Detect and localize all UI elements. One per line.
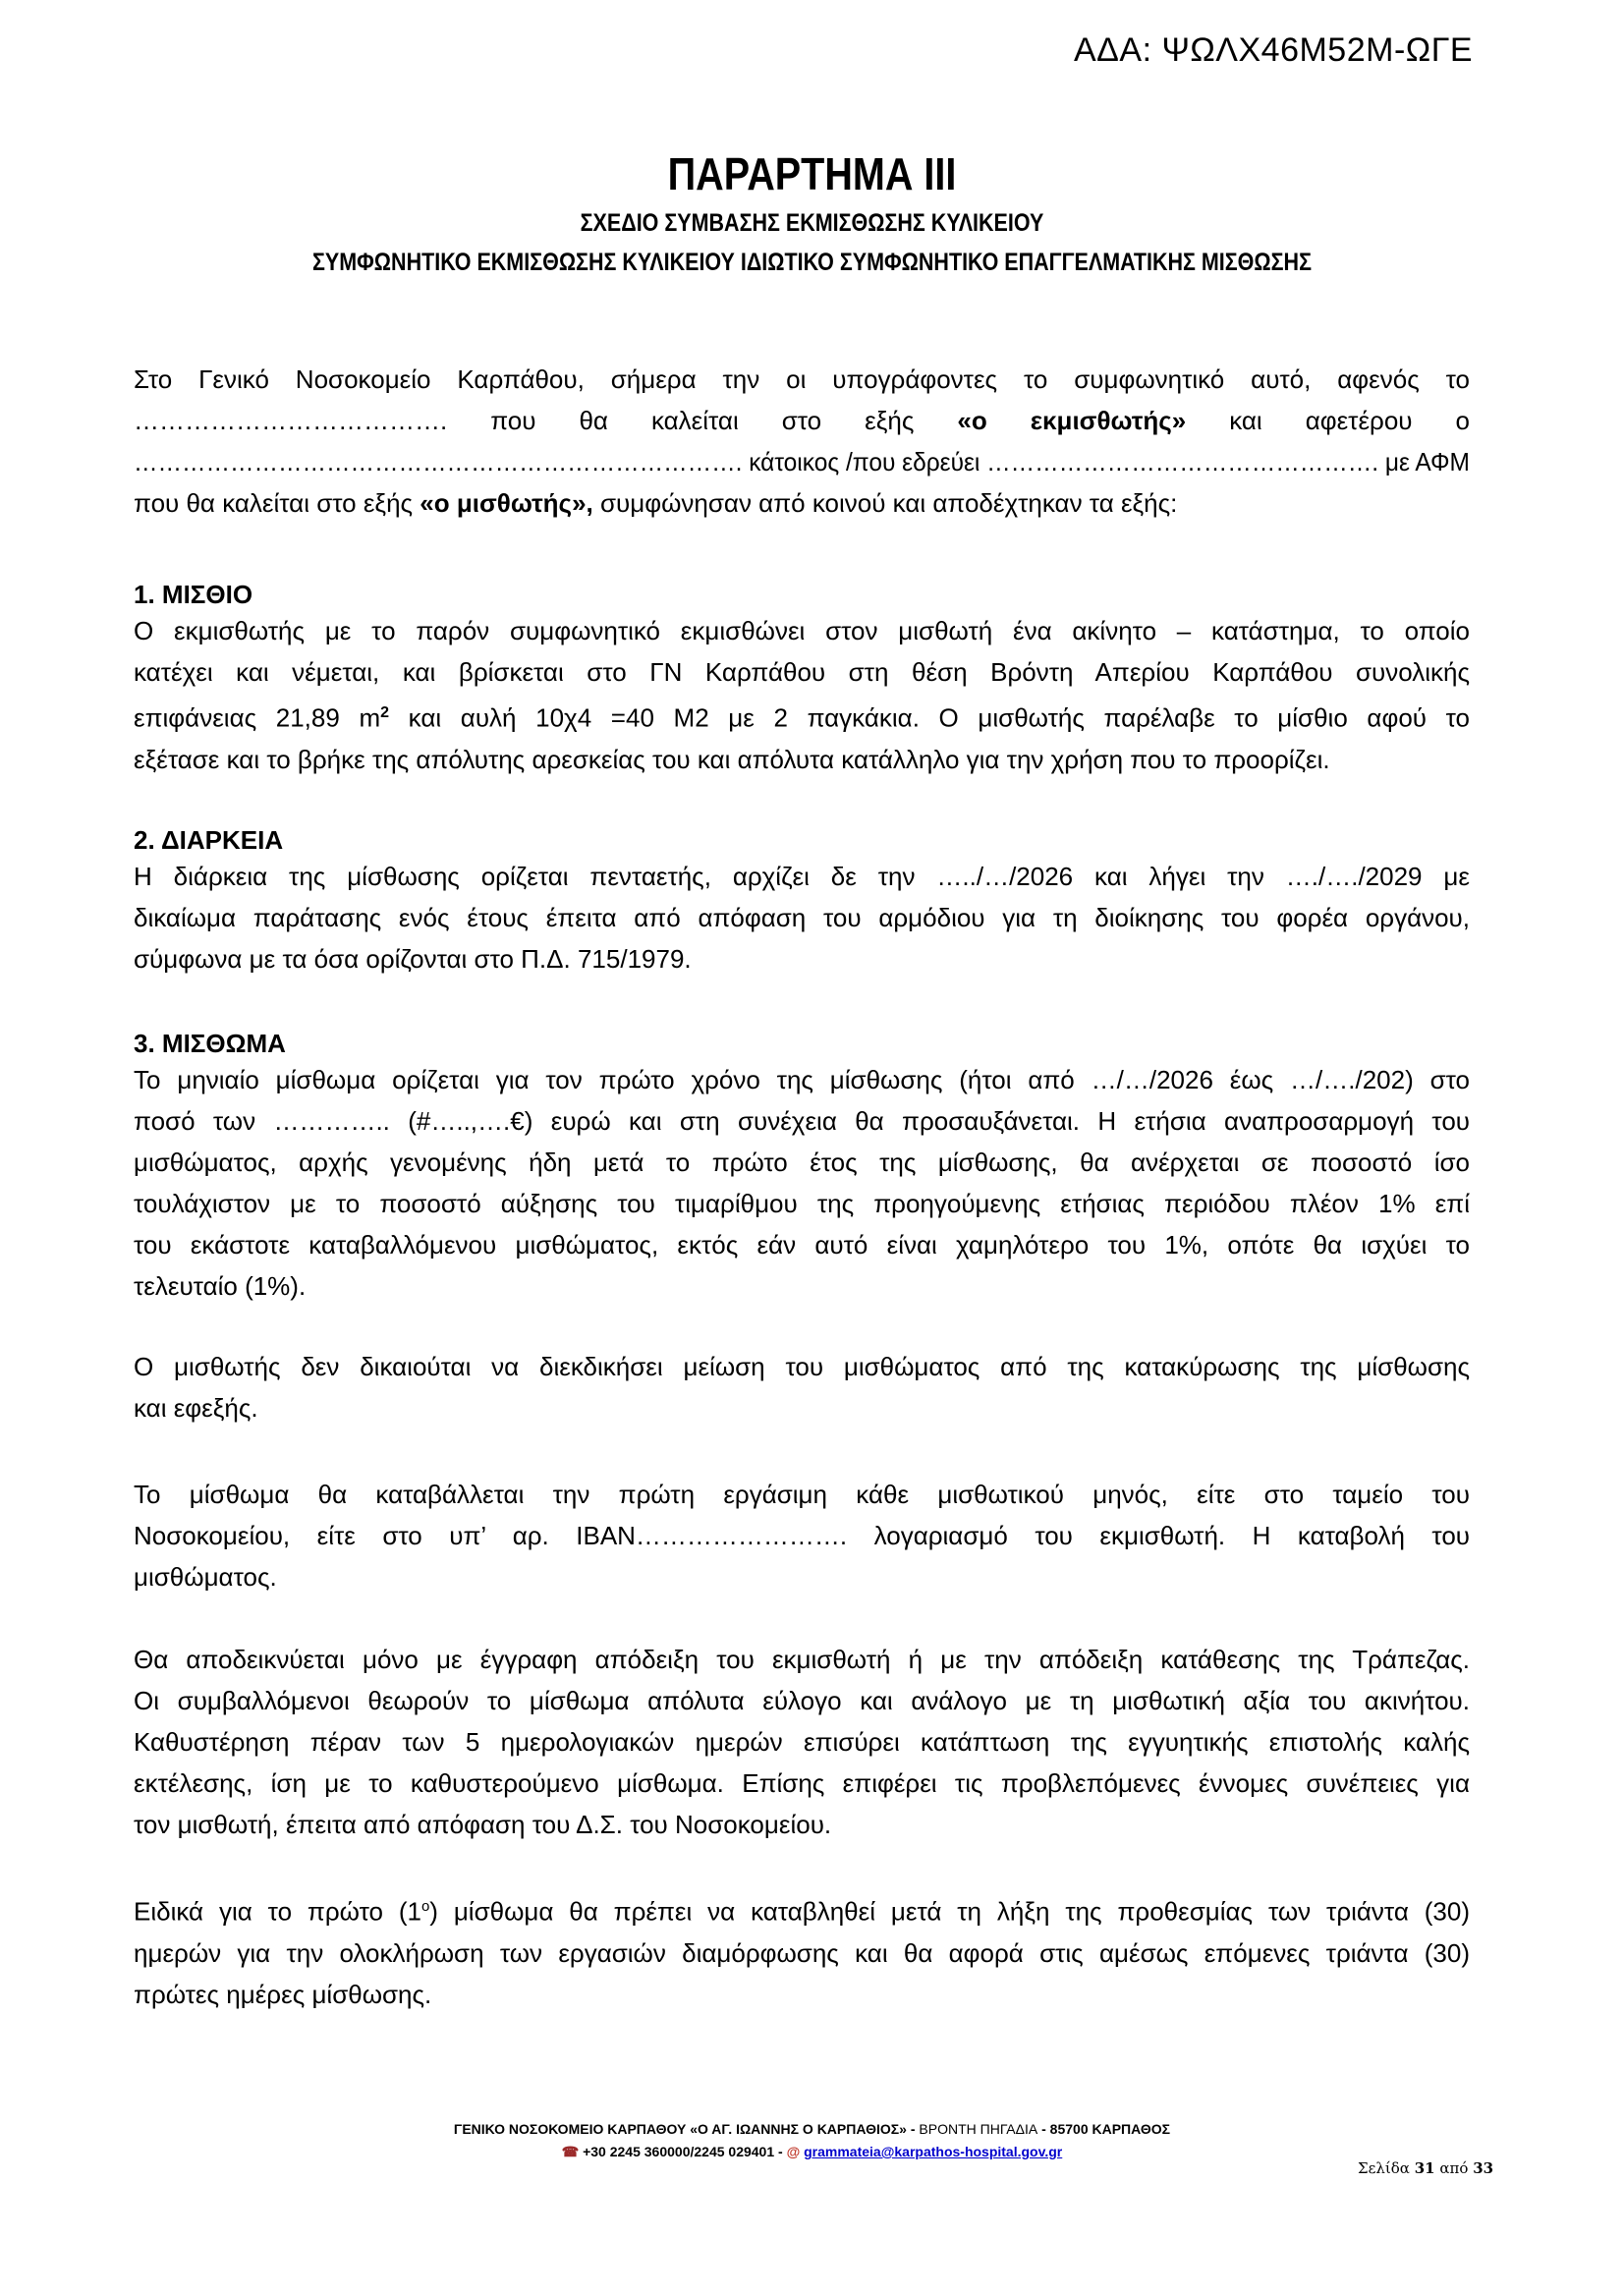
document-subtitle-2: ΣΥΜΦΩΝΗΤΙΚΟ ΕΚΜΙΣΘΩΣΗΣ ΚΥΛΙΚΕΙΟΥ ΙΔΙΩΤΙΚΟ ΣΥΜΦΩΝΗΤΙΚΟ ΕΠΑΓΓΕΛΜΑΤΙΚΗΣ ΜΙΣΘΩΣΗΣ: [312, 249, 1312, 276]
text: που θα καλείται στο εξής: [134, 488, 414, 518]
paragraph-proof-delay: [134, 1639, 1470, 1845]
text-line: Θα αποδεικνύεται μόνο με έγγραφη απόδειξη του εκμισθωτή ή με την απόδειξη κατάθεσης της Τράπεζας.: [134, 1645, 1470, 1674]
text-line: [134, 1886, 1470, 1932]
text-line: εκτέλεσης, ίση με το καθυστερούμενο μίσθωμα. Επίσης επιφέρει τις προβλεπόμενες έννομες συνέπειες για: [134, 1768, 1470, 1798]
text-line: τον μισθωτή, έπειτα από απόφαση του Δ.Σ. του Νοσοκομείου.: [134, 1810, 832, 1839]
hospital-name: ΓΕΝΙΚΟ ΝΟΣΟΚΟΜΕΙΟ ΚΑΡΠΑΘΟΥ «Ο ΑΓ. ΙΩΑΝΝΗΣ Ο ΚΑΡΠΑΘΙΟΣ»: [453, 2121, 907, 2137]
text-line: [134, 400, 1470, 441]
text-line: Νοσοκομείου, είτε στο υπ’ αρ. ΙΒΑΝ……………………. λογαριασμό του εκμισθωτή. Η καταβολή του: [134, 1521, 1470, 1550]
text-line: εξέτασε και το βρήκε της απόλυτης αρεσκείας του και απόλυτα κατάλληλο για την χρήση που το προορίζει.: [134, 744, 1330, 774]
text: επιφάνειας 21,89 m: [134, 702, 381, 733]
text: ………………………………. που θα καλείται στο εξής: [134, 406, 915, 435]
text-line: ποσό των ………….. (#…..,….€) ευρώ και στη συνέχεια θα προσαυξάνεται. Η ετήσια αναπροσαρμογή του: [134, 1106, 1470, 1136]
footer-address: [0, 2121, 1624, 2137]
paragraph-payment: [134, 1474, 1470, 1597]
section-heading-misthoma: 3. ΜΙΣΘΩΜΑ: [134, 1029, 286, 1058]
text-line: Η διάρκεια της μίσθωσης ορίζεται πενταετής, αρχίζει δε την …../…/2026 και λήγει την …./…./2029 με: [134, 862, 1470, 891]
paragraph-first-rent: [134, 1886, 1470, 2015]
phone-numbers: +30 2245 360000/2245 029401 -: [579, 2144, 787, 2159]
page-current: 31: [1414, 2159, 1435, 2177]
document-title: ΠΑΡΑΡΤΗΜΑ ΙΙΙ: [667, 148, 957, 199]
text-line: Το μηνιαίο μίσθωμα ορίζεται για τον πρώτο χρόνο της μίσθωσης (ήτοι από …/…/2026 έως …/…./202) στο: [134, 1065, 1470, 1094]
text-line: δικαίωμα παράτασης ενός έτους έπειτα από απόφαση του αρμόδιου για τη διοίκησης του φορέα οργάνου,: [134, 903, 1470, 932]
text-line: Καθυστέρηση πέραν των 5 ημερολογιακών ημερών επισύρει κατάπτωση της εγγυητικής επιστολής καλής: [134, 1727, 1470, 1757]
text: Ειδικά για το πρώτο (1: [134, 1896, 421, 1927]
text-line: [134, 482, 1470, 524]
lessee-term: «ο μισθωτής»,: [420, 488, 593, 518]
superscript: ο: [420, 1898, 430, 1915]
text: συμφώνησαν από κοινού και αποδέχτηκαν τα εξής:: [600, 488, 1178, 518]
text-line: και εφεξής.: [134, 1393, 258, 1423]
text-line: Στο Γενικό Νοσοκομείο Καρπάθου, σήμερα την οι υπογράφοντες το συμφωνητικό αυτό, αφενός το: [134, 364, 1470, 394]
paragraph-no-reduction: [134, 1346, 1470, 1428]
text-line: κατέχει και νέμεται, και βρίσκεται στο ΓΝ Καρπάθου στη θέση Βρόντη Απερίου Καρπάθου συνολικής: [134, 657, 1470, 687]
text-line: Ο εκμισθωτής με το παρόν συμφωνητικό εκμισθώνει στον μισθωτή ένα ακίνητο – κατάστημα, το οποίο: [134, 616, 1470, 645]
section-heading-diarkeia: 2. ΔΙΑΡΚΕΙΑ: [134, 825, 284, 855]
text-line: …………………………………………………………………. κάτοικος /που εδρεύει …………………………………………. με ΑΦΜ: [134, 447, 1470, 476]
text-line: τελευταίο (1%).: [134, 1271, 307, 1301]
section-heading-misthio: 1. ΜΙΣΘΙΟ: [134, 580, 253, 609]
document-subtitle: ΣΧΕΔΙΟ ΣΥΜΒΑΣΗΣ ΕΚΜΙΣΘΩΣΗΣ ΚΥΛΙΚΕΙΟΥ: [580, 209, 1044, 237]
page-number: [1358, 2159, 1493, 2177]
text-line: [134, 693, 1470, 739]
location: ΒΡΟΝΤΗ ΠΗΓΑΔΙΑ: [919, 2121, 1038, 2137]
text-line: μισθώματος, αρχής γενομένης ήδη μετά το πρώτο έτος της μίσθωσης, θα ανέρχεται σε ποσοστό ίσο: [134, 1148, 1470, 1177]
text-line: πρώτες ημέρες μίσθωσης.: [134, 1979, 432, 2009]
text-line: Ο μισθωτής δεν δικαιούται να διεκδικήσει μείωση του μισθώματος από της κατακύρωσης της μίσθωσης: [134, 1352, 1470, 1381]
section-body-misthio: [134, 610, 1470, 780]
page-of: από: [1439, 2159, 1469, 2177]
section-body-misthoma: [134, 1059, 1470, 1307]
text-line: τουλάχιστον με το ποσοστό αύξησης του τιμαρίθμου της προηγούμενης ετήσιας περιόδου πλέον 1% επί: [134, 1189, 1470, 1218]
text-line: μισθώματος.: [134, 1562, 277, 1592]
lessor-term: «ο εκμισθωτής»: [957, 406, 1187, 435]
text-line: Οι συμβαλλόμενοι θεωρούν το μίσθωμα απόλυτα εύλογο και ανάλογο με τη μισθωτική αξία του ακινήτου.: [134, 1686, 1470, 1715]
page-label: Σελίδα: [1358, 2159, 1410, 2177]
text-line: σύμφωνα με τα όσα ορίζονται στο Π.Δ. 715/1979.: [134, 944, 692, 974]
ada-code: ΑΔΑ: ΨΩΛΧ46Μ52Μ-ΩΓΕ: [1074, 31, 1474, 69]
email-link[interactable]: grammateia@karpathos-hospital.gov.gr: [804, 2144, 1063, 2159]
page-total: 33: [1473, 2159, 1494, 2177]
superscript: 2: [380, 704, 390, 721]
section-body-diarkeia: [134, 856, 1470, 980]
text-line: ημερών για την ολοκλήρωση των εργασιών διαμόρφωσης και θα αφορά στις αμέσως επόμενες τριάντα (30): [134, 1937, 1470, 1968]
at-icon: @: [786, 2144, 801, 2159]
intro-paragraph: [134, 359, 1470, 524]
phone-icon: ☎: [561, 2144, 580, 2159]
separator: -: [1037, 2121, 1050, 2137]
footer-contact: [0, 2144, 1624, 2160]
text-line: του εκάστοτε καταβαλλόμενου μισθώματος, εκτός εάν αυτό είναι χαμηλότερο του 1%, οπότε θα ισχύει το: [134, 1230, 1470, 1259]
separator: -: [906, 2121, 920, 2137]
text: και αυλή 10χ4 =40 Μ2 με 2 παγκάκια. Ο μισθωτής παρέλαβε το μίσθιο αφού το: [408, 702, 1470, 733]
text-line: Το μίσθωμα θα καταβάλλεται την πρώτη εργάσιμη κάθε μισθωτικού μηνός, είτε στο ταμείο του: [134, 1480, 1470, 1509]
text: και αφετέρου ο: [1229, 406, 1470, 435]
postal-code: 85700 ΚΑΡΠΑΘΟΣ: [1049, 2121, 1171, 2137]
text: ) μίσθωμα θα πρέπει να καταβληθεί μετά τη λήξη της προθεσμίας των τριάντα (30): [429, 1896, 1470, 1927]
